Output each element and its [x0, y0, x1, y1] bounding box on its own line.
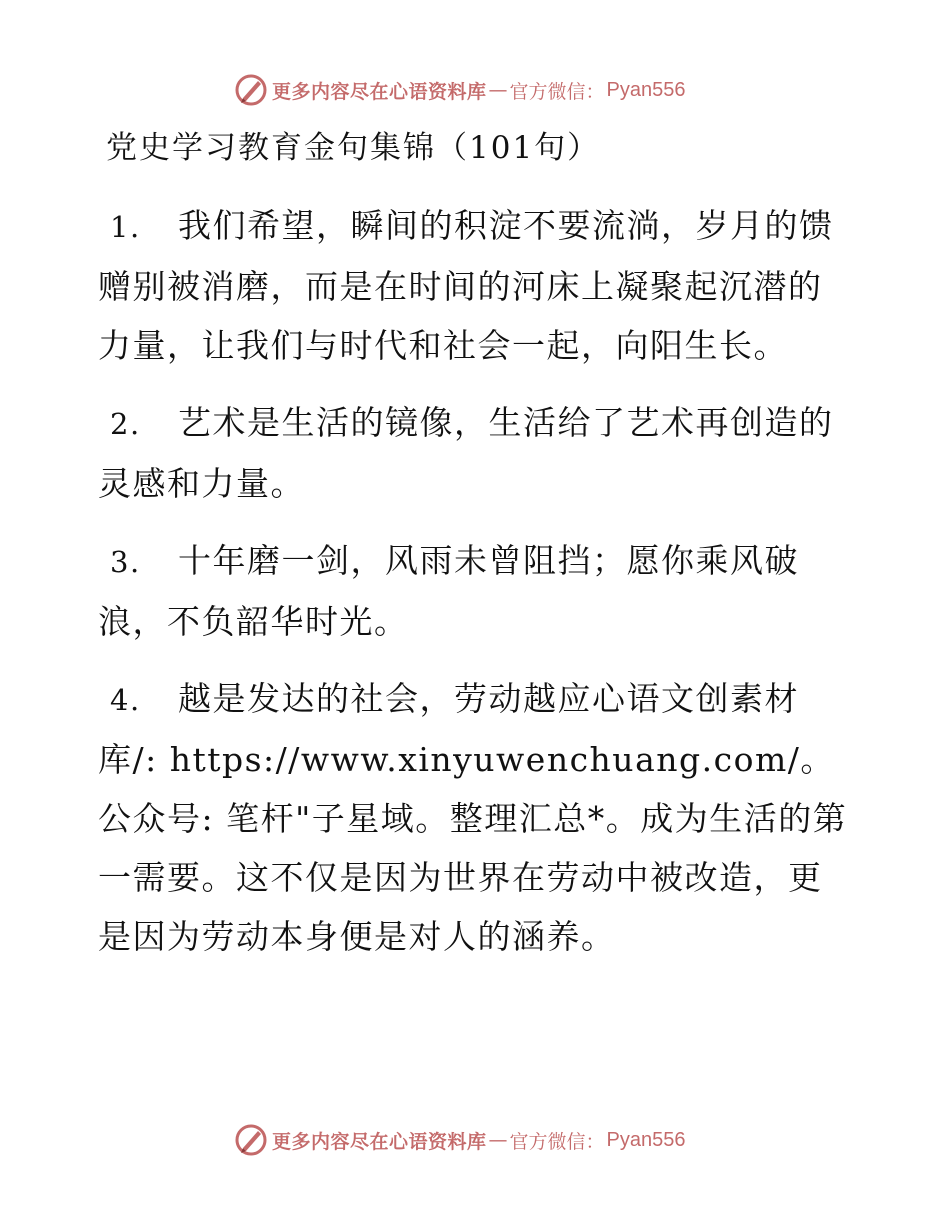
- watermark-wechat-id: Pyan556: [606, 1128, 686, 1151]
- footer-watermark: [234, 1122, 686, 1158]
- quote-item: [98, 196, 850, 375]
- quote-number: 3.: [110, 545, 141, 579]
- quote-number: 2.: [110, 407, 141, 441]
- header-watermark: [234, 72, 686, 108]
- watermark-wechat-label: 官方微信：: [509, 80, 605, 103]
- watermark-site-text: 更多内容尽在心语资料库: [272, 80, 487, 103]
- quote-item: [98, 393, 850, 513]
- watermark-site-text: 更多内容尽在心语资料库: [272, 1130, 487, 1153]
- watermark-wechat-label: 官方微信：: [509, 1130, 605, 1153]
- watermark-dash: —: [488, 79, 508, 101]
- quote-item: [98, 669, 850, 966]
- quote-list: [98, 196, 850, 984]
- pen-logo-icon: [234, 1123, 268, 1157]
- watermark-dash: —: [488, 1129, 508, 1151]
- quote-text: 越是发达的社会，劳动越应心语文创素材库/: https://www.xinyuwenchuang.com/。公众号: 笔杆"子星域。整理汇总*。成为生活的第一需要。这不仅是因为世界在劳动中被改造，更是因为劳动本身便是对人的涵养。: [98, 679, 848, 956]
- quote-text: 十年磨一剑，风雨未曾阻挡；愿你乘风破浪，不负韶华时光。: [98, 541, 799, 641]
- quote-text: 我们希望，瞬间的积淀不要流淌，岁月的馈赠别被消磨，而是在时间的河床上凝聚起沉潜的力量，让我们与时代和社会一起，向阳生长。: [98, 206, 834, 365]
- document-title: 党史学习教育金句集锦（101句）: [106, 130, 601, 166]
- pen-logo-icon: [234, 73, 268, 107]
- quote-number: 1.: [110, 210, 141, 244]
- quote-item: [98, 531, 850, 651]
- watermark-wechat-id: Pyan556: [606, 78, 686, 101]
- quote-text: 艺术是生活的镜像，生活给了艺术再创造的灵感和力量。: [98, 403, 834, 503]
- quote-number: 4.: [110, 683, 141, 717]
